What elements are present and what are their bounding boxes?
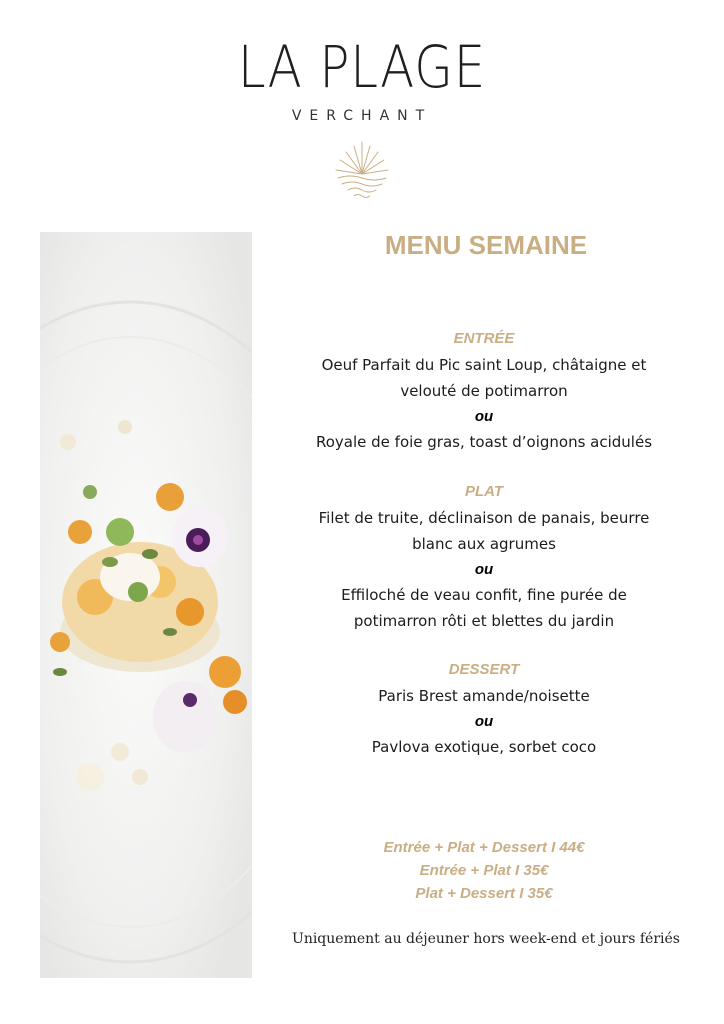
price-formula: Entrée + Plat I 35€ — [419, 862, 549, 879]
plat-heading: PLAT — [464, 483, 504, 500]
sun-over-waves-icon — [332, 140, 392, 206]
brand-subtitle: VERCHANT — [291, 108, 433, 124]
dessert-option2-line1: Pavlova exotique, sorbet coco — [371, 738, 597, 756]
brand-title: LA PLAGE — [237, 33, 487, 101]
section-plat — [252, 479, 716, 634]
price-formula: Entrée + Plat + Dessert I 44€ — [383, 839, 585, 856]
dessert-heading: DESSERT — [448, 661, 520, 678]
plat-option1-line2: blanc aux agrumes — [412, 535, 556, 553]
plat-option1-line1: Filet de truite, déclinaison de panais, beurre — [318, 509, 650, 527]
dish-photo — [40, 232, 252, 978]
entree-heading: ENTRÉE — [453, 330, 515, 347]
entree-or: ou — [474, 408, 494, 425]
entree-option1-line1: Oeuf Parfait du Pic saint Loup, châtaigne et — [321, 356, 647, 374]
dessert-or: ou — [474, 713, 494, 730]
price-formula: Plat + Dessert I 35€ — [415, 885, 553, 902]
menu-title: MENU SEMAINE — [384, 230, 588, 260]
plat-option2-line2: potimarron rôti et blettes du jardin — [353, 612, 615, 630]
entree-option2-line1: Royale de foie gras, toast d’oignons acidulés — [315, 433, 653, 451]
dessert-option1-line1: Paris Brest amande/noisette — [378, 687, 590, 705]
section-entree — [252, 326, 716, 455]
price-list — [252, 836, 716, 905]
availability-note: Uniquement au déjeuner hors week-end et jours fériés — [292, 931, 680, 947]
plat-or: ou — [474, 561, 494, 578]
plat-option2-line1: Effiloché de veau confit, fine purée de — [341, 586, 627, 604]
entree-option1-line2: velouté de potimarron — [400, 382, 568, 400]
section-dessert — [252, 657, 716, 760]
